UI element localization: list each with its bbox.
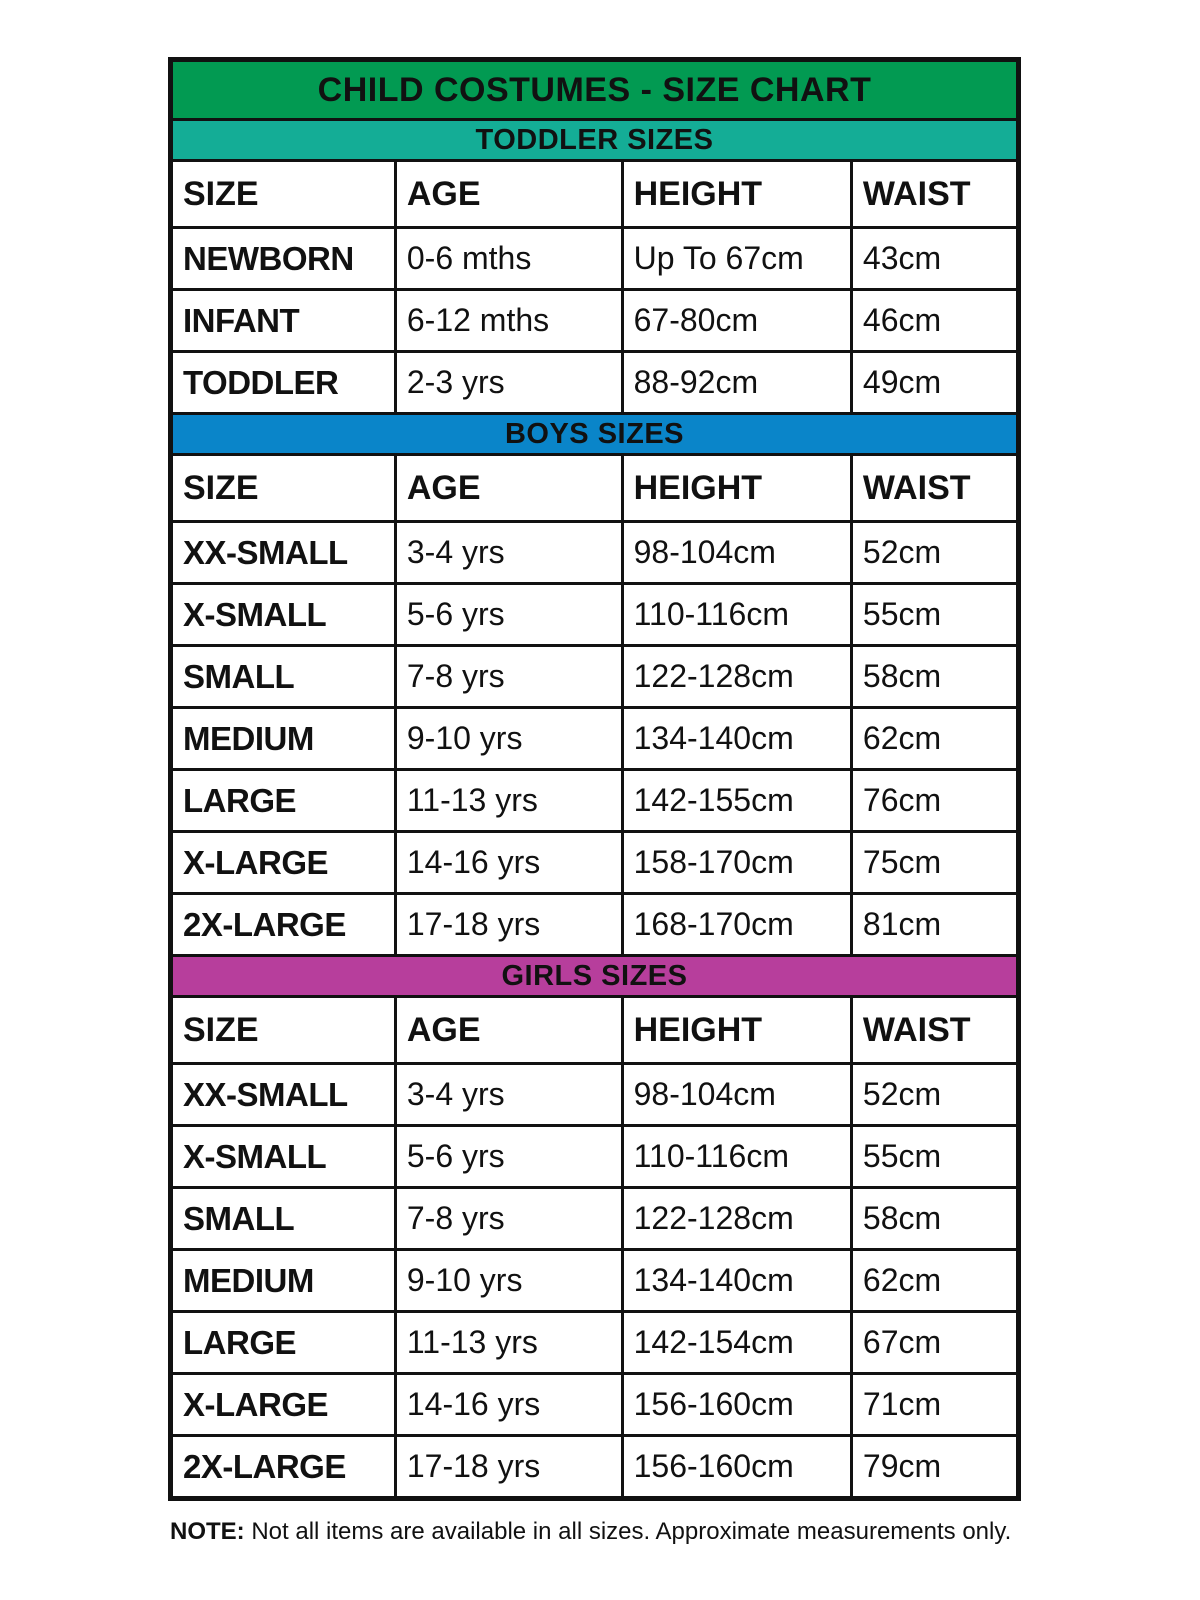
cell-waist: 55cm: [850, 585, 1016, 644]
cell-waist: 52cm: [850, 523, 1016, 582]
table-row-girls-xlarge: [173, 1372, 1016, 1434]
cell-age: 11-13 yrs: [394, 771, 621, 830]
cell-size: XX-SMALL: [183, 1075, 348, 1113]
cell-age: 3-4 yrs: [394, 523, 621, 582]
cell-height: 98-104cm: [621, 523, 850, 582]
cell-waist: 52cm: [850, 1065, 1016, 1124]
cell-height: 156-160cm: [621, 1437, 850, 1496]
table-row-boys-large: [173, 768, 1016, 830]
cell-age: 5-6 yrs: [394, 1127, 621, 1186]
footnote-text: Not all items are available in all sizes. Approximate measurements only.: [251, 1518, 1012, 1545]
cell-height: 156-160cm: [621, 1375, 850, 1434]
cell-waist: 49cm: [850, 353, 1016, 412]
column-header-row-toddler: [173, 159, 1016, 226]
table-row-girls-large: [173, 1310, 1016, 1372]
cell-age: 17-18 yrs: [394, 1437, 621, 1496]
cell-size: TODDLER: [183, 363, 339, 401]
cell-waist: 75cm: [850, 833, 1016, 892]
table-row-newborn: [173, 226, 1016, 288]
cell-age: 14-16 yrs: [394, 1375, 621, 1434]
cell-height: 122-128cm: [621, 647, 850, 706]
column-header-row-girls: [173, 995, 1016, 1062]
cell-height: 158-170cm: [621, 833, 850, 892]
cell-height: 88-92cm: [621, 353, 850, 412]
column-header-height: HEIGHT: [621, 998, 850, 1062]
column-header-age: AGE: [394, 162, 621, 226]
cell-size: X-SMALL: [183, 595, 327, 633]
column-header-height: HEIGHT: [621, 456, 850, 520]
section-label-girls: GIRLS SIZES: [501, 959, 688, 992]
cell-waist: 79cm: [850, 1437, 1016, 1496]
cell-age: 5-6 yrs: [394, 585, 621, 644]
size-chart-table: [168, 57, 1021, 1501]
cell-age: 3-4 yrs: [394, 1065, 621, 1124]
table-row-boys-xxsmall: [173, 520, 1016, 582]
cell-waist: 55cm: [850, 1127, 1016, 1186]
table-row-girls-xsmall: [173, 1124, 1016, 1186]
section-header-girls: [173, 954, 1016, 995]
cell-height: 110-116cm: [621, 585, 850, 644]
cell-height: 67-80cm: [621, 291, 850, 350]
cell-size: XX-SMALL: [183, 533, 348, 571]
table-row-boys-xsmall: [173, 582, 1016, 644]
chart-title: CHILD COSTUMES - SIZE CHART: [317, 70, 872, 109]
cell-age: 11-13 yrs: [394, 1313, 621, 1372]
column-header-size: SIZE: [183, 1010, 259, 1049]
cell-waist: 43cm: [850, 229, 1016, 288]
cell-size: INFANT: [183, 301, 300, 339]
cell-age: 7-8 yrs: [394, 1189, 621, 1248]
column-header-size: SIZE: [183, 468, 259, 507]
cell-age: 0-6 mths: [394, 229, 621, 288]
column-header-row-boys: [173, 453, 1016, 520]
cell-size: X-LARGE: [183, 1385, 328, 1423]
cell-size: 2X-LARGE: [183, 905, 346, 943]
cell-waist: 58cm: [850, 647, 1016, 706]
cell-height: Up To 67cm: [621, 229, 850, 288]
footnote: [170, 1518, 1011, 1546]
section-label-toddler: TODDLER SIZES: [475, 123, 714, 156]
column-header-height: HEIGHT: [621, 162, 850, 226]
cell-waist: 67cm: [850, 1313, 1016, 1372]
cell-size: NEWBORN: [183, 239, 354, 277]
table-row-toddler: [173, 350, 1016, 412]
footnote-label: NOTE:: [170, 1518, 245, 1545]
table-row-girls-medium: [173, 1248, 1016, 1310]
cell-size: MEDIUM: [183, 1261, 314, 1299]
column-header-age: AGE: [394, 456, 621, 520]
cell-age: 2-3 yrs: [394, 353, 621, 412]
cell-waist: 46cm: [850, 291, 1016, 350]
chart-title-bar: [173, 62, 1016, 118]
table-row-girls-2xlarge: [173, 1434, 1016, 1496]
cell-height: 110-116cm: [621, 1127, 850, 1186]
section-header-boys: [173, 412, 1016, 453]
cell-size: X-LARGE: [183, 843, 328, 881]
table-row-boys-2xlarge: [173, 892, 1016, 954]
cell-size: SMALL: [183, 1199, 295, 1237]
cell-waist: 62cm: [850, 1251, 1016, 1310]
cell-waist: 62cm: [850, 709, 1016, 768]
table-row-girls-small: [173, 1186, 1016, 1248]
cell-waist: 76cm: [850, 771, 1016, 830]
table-row-boys-xlarge: [173, 830, 1016, 892]
cell-size: 2X-LARGE: [183, 1447, 346, 1485]
cell-age: 14-16 yrs: [394, 833, 621, 892]
cell-waist: 58cm: [850, 1189, 1016, 1248]
column-header-waist: WAIST: [850, 456, 1016, 520]
cell-size: MEDIUM: [183, 719, 314, 757]
cell-size: X-SMALL: [183, 1137, 327, 1175]
cell-age: 17-18 yrs: [394, 895, 621, 954]
column-header-size: SIZE: [183, 174, 259, 213]
table-row-infant: [173, 288, 1016, 350]
cell-height: 142-154cm: [621, 1313, 850, 1372]
table-row-girls-xxsmall: [173, 1062, 1016, 1124]
cell-size: SMALL: [183, 657, 295, 695]
table-row-boys-medium: [173, 706, 1016, 768]
cell-age: 9-10 yrs: [394, 1251, 621, 1310]
cell-age: 7-8 yrs: [394, 647, 621, 706]
cell-height: 98-104cm: [621, 1065, 850, 1124]
column-header-age: AGE: [394, 998, 621, 1062]
table-row-boys-small: [173, 644, 1016, 706]
cell-age: 6-12 mths: [394, 291, 621, 350]
column-header-waist: WAIST: [850, 998, 1016, 1062]
cell-height: 134-140cm: [621, 709, 850, 768]
section-header-toddler: [173, 118, 1016, 159]
cell-size: LARGE: [183, 781, 296, 819]
cell-height: 142-155cm: [621, 771, 850, 830]
column-header-waist: WAIST: [850, 162, 1016, 226]
cell-age: 9-10 yrs: [394, 709, 621, 768]
cell-height: 134-140cm: [621, 1251, 850, 1310]
cell-height: 168-170cm: [621, 895, 850, 954]
cell-waist: 71cm: [850, 1375, 1016, 1434]
cell-size: LARGE: [183, 1323, 296, 1361]
cell-waist: 81cm: [850, 895, 1016, 954]
cell-height: 122-128cm: [621, 1189, 850, 1248]
section-label-boys: BOYS SIZES: [504, 417, 685, 450]
